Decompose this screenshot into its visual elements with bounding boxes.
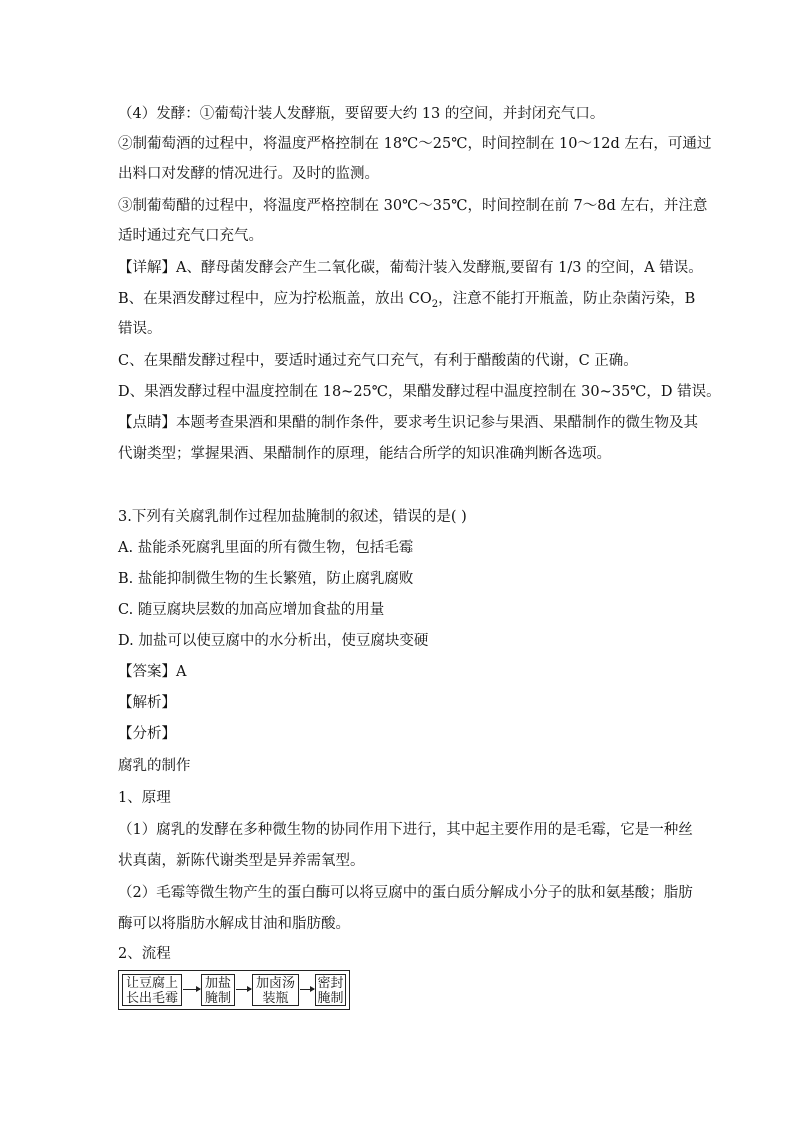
section-title: 腐乳的制作 [118, 758, 191, 774]
flow-step-text: 装瓶 [262, 991, 289, 1006]
answer-line: 【答案】A [118, 664, 187, 680]
detail-line: C、在果醋发酵过程中，要适时通过充气口充气，有利于醋酸菌的代谢，C 正确。 [118, 353, 638, 369]
flow-step-text: 腌制 [317, 991, 344, 1006]
text-line: （2）毛霉等微生物产生的蛋白酶可以将豆腐中的蛋白质分解成小分子的肽和氨基酸；脂肪 [118, 885, 693, 901]
question-stem: 3.下列有关腐乳制作过程加盐腌制的叙述，错误的是( ) [118, 509, 467, 525]
remark-line: 【点睛】本题考查果酒和果醋的制作条件，要求考生识记参与果酒、果醋制作的微生物及其 [118, 415, 698, 431]
flow-step-text: 腌制 [204, 991, 231, 1006]
text-line: 酶可以将脂肪水解成甘油和脂肪酸。 [118, 916, 350, 932]
arrow-right-icon [300, 989, 314, 990]
analysis-heading: 【解析】 [118, 695, 176, 711]
text-line: （4）发酵：①葡萄汁装人发酵瓶，要留要大约 13 的空间，并封闭充气口。 [118, 106, 605, 122]
flow-step-salt [201, 974, 235, 1006]
flow-step-text: 密封 [317, 976, 344, 991]
text-line: （1）腐乳的发酵在多种微生物的协同作用下进行，其中起主要作用的是毛霉，它是一种丝 [118, 822, 693, 838]
text-line: 出料口对发酵的情况进行。及时的监测。 [118, 166, 379, 182]
detail-line-b [118, 289, 696, 310]
text-span: ，注意不能打开瓶盖，防止杂菌污染，B [438, 291, 696, 307]
flow-step-text: 加盐 [204, 976, 231, 991]
flow-step-text: 让豆腐上 [125, 976, 178, 991]
subheading: 1、原理 [118, 790, 171, 806]
analysis-heading: 【分析】 [118, 726, 176, 742]
detail-line: D、果酒发酵过程中温度控制在 18~25℃，果醋发酵过程中温度控制在 30~35℃，D 错误。 [118, 384, 721, 400]
flow-step-text: 加卤汤 [255, 976, 295, 991]
option-c: C. 随豆腐块层数的加高应增加食盐的用量 [118, 602, 385, 618]
process-flowchart [118, 970, 350, 1010]
flow-step-text: 长出毛霉 [125, 991, 178, 1006]
text-line: 状真菌，新陈代谢类型是异养需氧型。 [118, 853, 365, 869]
text-span: B、在果酒发酵过程中，应为拧松瓶盖，放出 CO [118, 291, 432, 307]
detail-line: 【详解】A、酵母菌发酵会产生二氧化碳，葡萄汁装入发酵瓶,要留有 1/3 的空间，A 错误。 [118, 260, 703, 276]
flow-step-brine [252, 974, 299, 1006]
flow-step-mold [122, 974, 182, 1006]
text-line: ②制葡萄酒的过程中，将温度严格控制在 18℃～25℃，时间控制在 10～12d 左右，可通过 [118, 136, 712, 152]
flow-step-seal [315, 974, 346, 1006]
text-line: 错误。 [118, 321, 162, 337]
remark-line: 代谢类型；掌握果酒、果醋制作的原理，能结合所学的知识准确判断各选项。 [118, 446, 611, 462]
option-b: B. 盐能抑制微生物的生长繁殖，防止腐乳腐败 [118, 571, 414, 587]
subheading: 2、流程 [118, 946, 171, 962]
option-a: A. 盐能杀死腐乳里面的所有微生物，包括毛霉 [118, 540, 414, 556]
text-line: ③制葡萄醋的过程中，将温度严格控制在 30℃～35℃，时间控制在前 7～8d 左右，并注意 [118, 198, 708, 214]
arrow-right-icon [183, 989, 200, 990]
arrow-right-icon [236, 989, 251, 990]
option-d: D. 加盐可以使豆腐中的水分析出，使豆腐块变硬 [118, 633, 429, 649]
text-line: 适时通过充气口充气。 [118, 228, 263, 244]
subscript: 2 [431, 298, 439, 310]
